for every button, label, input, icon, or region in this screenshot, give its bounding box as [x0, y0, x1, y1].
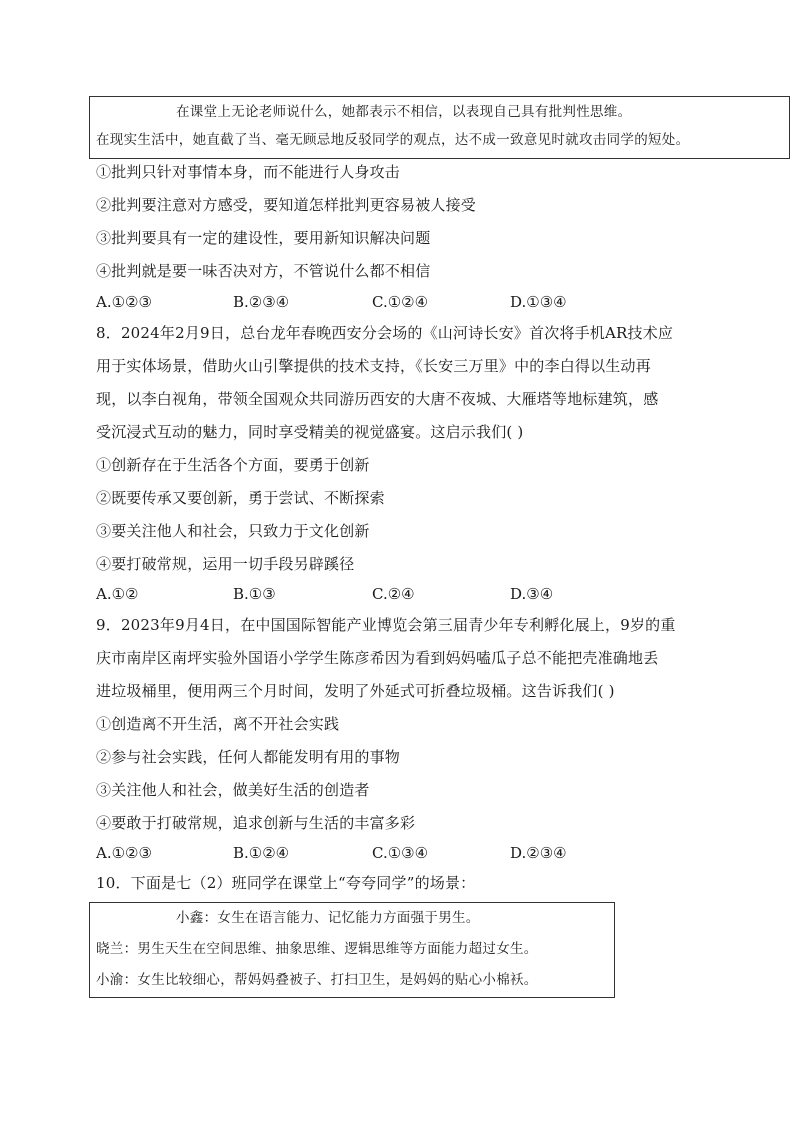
q8-stem-line-1: 8．2024年2月9日，总台龙年春晚西安分会场的《山河诗长安》首次将手机AR技术应 — [96, 324, 674, 342]
q7-item-3: ③批判要具有一定的建设性，要用新知识解决问题 — [96, 229, 431, 247]
q8-option-a: A.①② — [96, 585, 139, 603]
q9-option-d: D.②③④ — [510, 844, 567, 862]
q7-item-2: ②批判要注意对方感受，要知道怎样批判更容易被人接受 — [96, 196, 477, 214]
quote-box-1-line-2: 在现实生活中，她直截了当、毫无顾忌地反驳同学的观点，达不成一致意见时就攻击同学的短处。 — [96, 132, 690, 148]
quote-box-2-line-2: 晓兰：男生天生在空间思维、抽象思维、逻辑思维等方面能力超过女生。 — [96, 941, 538, 957]
q7-option-a: A.①②③ — [96, 293, 152, 311]
q9-stem-line-1: 9．2023年9月4日，在中国国际智能产业博览会第三届青少年专利孵化展上，9岁的重 — [96, 616, 676, 634]
quote-box-2-line-1: 小鑫：女生在语言能力、记忆能力方面强于男生。 — [176, 910, 480, 926]
q8-stem-line-2: 用于实体场景，借助火山引擎提供的技术支持，《长安三万里》中的李白得以生动再 — [96, 357, 651, 375]
q9-option-b: B.①②④ — [233, 844, 290, 862]
q8-option-d: D.③④ — [510, 585, 554, 603]
q9-stem-line-2: 庆市南岸区南坪实验外国语小学学生陈彦希因为看到妈妈嗑瓜子总不能把壳准确地丢 — [96, 649, 659, 667]
q8-stem-line-3: 现，以李白视角，带领全国观众共同游历西安的大唐不夜城、大雁塔等地标建筑，感 — [96, 390, 659, 408]
q9-option-a: A.①②③ — [96, 844, 152, 862]
q7-item-1: ①批判只针对事情本身，而不能进行人身攻击 — [96, 163, 401, 181]
q8-item-2: ②既要传承又要创新，勇于尝试、不断探索 — [96, 489, 385, 507]
q8-item-4: ④要打破常规，运用一切手段另辟蹊径 — [96, 555, 355, 573]
q9-item-1: ①创造离不开生活，离不开社会实践 — [96, 715, 340, 733]
q9-option-c: C.①③④ — [372, 844, 429, 862]
q8-option-b: B.①③ — [233, 585, 276, 603]
q8-option-c: C.②④ — [372, 585, 415, 603]
q9-stem-line-3: 进垃圾桶里，便用两三个月时间，发明了外延式可折叠垃圾桶。这告诉我们( ) — [96, 682, 615, 700]
q7-option-c: C.①②④ — [372, 293, 429, 311]
q10-stem: 10．下面是七（2）班同学在课堂上“夸夸同学”的场景： — [96, 874, 476, 892]
q9-item-3: ③关注他人和社会，做美好生活的创造者 — [96, 781, 370, 799]
q9-item-2: ②参与社会实践，任何人都能发明有用的事物 — [96, 748, 401, 766]
quote-box-1-line-1: 在课堂上无论老师说什么，她都表示不相信，以表现自己具有批判性思维。 — [176, 104, 632, 120]
quote-box-2-line-3: 小渝：女生比较细心，帮妈妈叠被子、打扫卫生，是妈妈的贴心小棉袄。 — [96, 972, 538, 988]
q8-stem-line-4: 受沉浸式互动的魅力，同时享受精美的视觉盛宴。这启示我们( ) — [96, 423, 524, 441]
q9-item-4: ④要敢于打破常规，追求创新与生活的丰富多彩 — [96, 814, 416, 832]
q7-option-d: D.①③④ — [510, 293, 567, 311]
q8-item-1: ①创新存在于生活各个方面，要勇于创新 — [96, 456, 370, 474]
q7-option-b: B.②③④ — [233, 293, 290, 311]
q7-item-4: ④批判就是要一味否决对方，不管说什么都不相信 — [96, 262, 431, 280]
q8-item-3: ③要关注他人和社会，只致力于文化创新 — [96, 522, 370, 540]
